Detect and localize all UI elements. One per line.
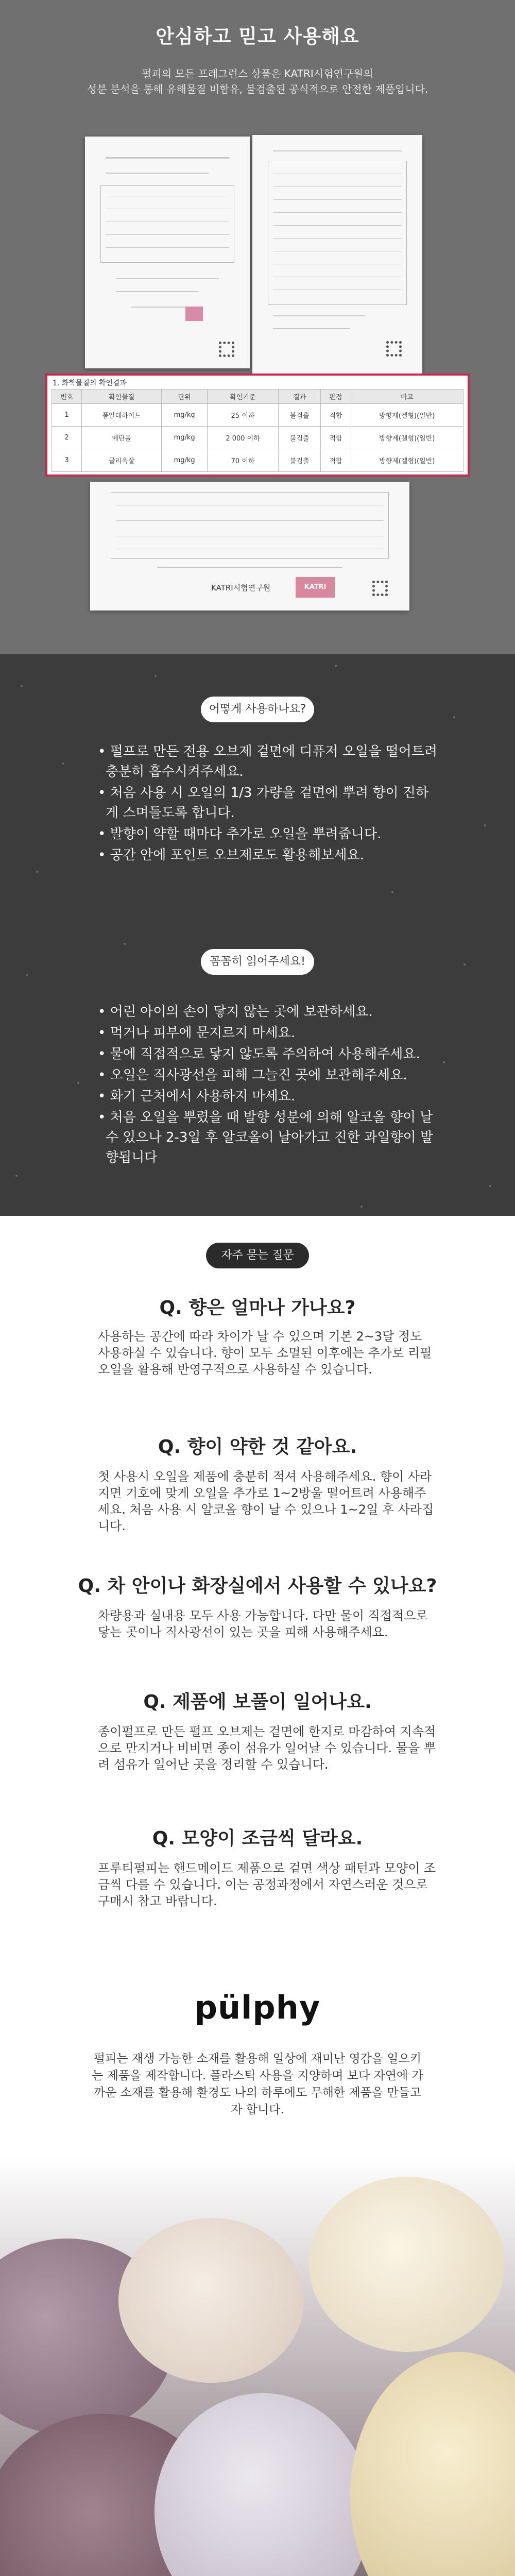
brand-logo: pülphy (194, 1989, 321, 2026)
caution-badge: 꼼꼼히 읽어주세요! (201, 949, 314, 975)
table-row (52, 427, 464, 449)
result-table-title: 1. 화학물질의 확인결과 (53, 379, 127, 387)
list-item: • 먹거나 피부에 문지르지 마세요. (98, 1025, 296, 1041)
katri-stamp-logo: KATRI (296, 577, 335, 598)
faq-answer: 차량용과 실내용 모두 사용 가능합니다. 다만 물이 직접적으로 닿는 곳이나 직사광선이 있는 곳을 피해 사용해주세요. (98, 1608, 428, 1639)
yellow-pulp-object (350, 2352, 515, 2576)
chemical-result-table (45, 374, 470, 477)
faq-question: Q. 차 안이나 화장실에서 사용할 수 있나요? (78, 1575, 437, 1597)
table-cell: 메탄올 (82, 427, 162, 449)
list-item: • 물에 직접적으로 닿지 않도록 주의하여 사용해주세요. (98, 1046, 420, 1062)
table-cell: 2 (52, 427, 82, 449)
faq-badge: 자주 묻는 질문 (206, 1243, 309, 1268)
column-header: 비고 (351, 389, 464, 404)
faq-question: Q. 제품에 보풀이 일어나요. (143, 1691, 372, 1713)
faq-question: Q. 향은 얼마나 가나요? (159, 1297, 356, 1318)
certificate-intro-line2: 성분 분석을 통해 유해물질 비함유, 불검출된 공식적으로 안전한 제품입니다. (87, 83, 428, 95)
column-header: 확인기준 (208, 389, 279, 404)
column-header: 확인물질 (82, 389, 162, 404)
list-item: • 처음 오일을 뿌렸을 때 발향 성분에 의해 알코올 향이 날 수 있으나 2-3일 후 알코올이 날아가고 진한 과일향이 발향됩니다 (98, 1110, 434, 1165)
table-cell: 적합 (321, 449, 351, 472)
qr-code-icon (386, 341, 402, 357)
table-cell: 2 000 이하 (208, 427, 279, 449)
faq-question: Q. 모양이 조금씩 달라요. (152, 1828, 363, 1849)
table-cell: 방향제(겔형)(일반) (351, 449, 464, 472)
table-cell: 적합 (321, 427, 351, 449)
seal-stamp-icon (185, 307, 203, 321)
list-item: • 처음 사용 시 오일의 1/3 가량을 겉면에 뿌려 향이 진하게 스며들도록 합니다. (98, 785, 429, 821)
list-item: • 발향이 약할 때마다 추가로 오일을 뿌려줍니다. (98, 826, 382, 842)
table-cell: mg/kg (162, 427, 208, 449)
faq-answer: 첫 사용시 오일을 제품에 충분히 적셔 사용해주세요. 향이 사라지면 기호에 맞게 오일을 추가로 1~2방울 떨어트려 사용해주세요. 처음 사용 시 알코올 향이 날 수 있으나 1~2일 후 사라집니다. (98, 1469, 434, 1533)
column-header: 결과 (279, 389, 321, 404)
cream-pulp-object (118, 2218, 304, 2383)
lavender-pulp-object (154, 2393, 371, 2576)
table-cell: 1 (52, 404, 82, 427)
table-row (52, 449, 464, 472)
table-cell: 방향제(겔형)(일반) (351, 404, 464, 427)
ivory-pulp-object (309, 2177, 505, 2352)
test-result-document (252, 135, 422, 377)
faq-answer: 사용하는 공간에 따라 차이가 날 수 있으며 기본 2~3달 정도 사용하실 수 있습니다. 향이 모두 소멸된 이후에는 추가로 리필 오일을 활용해 반영구적으로 사용하실 수 있습니다. (98, 1329, 432, 1377)
column-header: 번호 (52, 389, 82, 404)
faq-section (0, 1216, 515, 2156)
table-cell: mg/kg (162, 404, 208, 427)
brand-description: 펄피는 재생 가능한 소재를 활용해 일상에 재미난 영감을 일으키는 제품을 제작합니다. 플라스틱 사용을 지양하며 보다 자연에 가까운 소재를 활용해 환경도 나의 하루에도 무해한 제품을 만들고자 합니다. (92, 2052, 423, 2116)
table-cell: 70 이하 (208, 449, 279, 472)
qr-code-icon (219, 342, 234, 357)
caution-section (0, 927, 515, 1216)
table-cell: 불검출 (279, 449, 321, 472)
qr-code-icon (372, 581, 388, 596)
faq-answer: 종이펄프로 만든 펄프 오브제는 겉면에 한지로 마감하여 지속적으로 만지거나 비비면 종이 섬유가 일어날 수 있습니다. 물을 뿌려 섬유가 일어난 곳을 정리할 수 있습니다. (98, 1724, 436, 1772)
table-cell: 폼알데하이드 (82, 404, 162, 427)
faq-answer: 프루티펄피는 핸드메이드 제품으로 겉면 색상 패턴과 모양이 조금씩 다를 수 있습니다. 이는 공정과정에서 자연스러운 것으로 구매시 참고 바랍니다. (98, 1861, 436, 1908)
list-item: • 화기 근처에서 사용하지 마세요. (98, 1089, 296, 1104)
table-cell: 25 이하 (208, 404, 279, 427)
column-header: 단위 (162, 389, 208, 404)
table-cell: 글리옥살 (82, 449, 162, 472)
test-report-document (85, 137, 250, 368)
usage-badge: 어떻게 사용하나요? (201, 697, 314, 722)
table-cell: 방향제(겔형)(일반) (351, 427, 464, 449)
column-header: 판정 (321, 389, 351, 404)
usage-section (0, 654, 515, 927)
table-row (52, 404, 464, 427)
list-item: • 펄프로 만든 전용 오브제 겉면에 디퓨저 오일을 떨어트려 충분히 흡수시켜주세요. (98, 744, 438, 779)
table-cell: mg/kg (162, 449, 208, 472)
caution-list (98, 1002, 438, 1169)
certificate-intro (0, 66, 515, 97)
list-item: • 어린 아이의 손이 닿지 않는 곳에 보관하세요. (98, 1004, 373, 1020)
certificate-section (0, 0, 515, 654)
table-cell: 불검출 (279, 404, 321, 427)
usage-list (98, 742, 438, 867)
issuer-name: KATRI시험연구원 (211, 583, 271, 592)
certificate-title: 안심하고 믿고 사용해요 (156, 25, 359, 47)
list-item: • 오일은 직사광선을 피해 그늘진 곳에 보관해주세요. (98, 1067, 407, 1083)
table-cell: 3 (52, 449, 82, 472)
certificate-intro-line1: 펄피의 모든 프레그런스 상품은 KATRI시험연구원의 (142, 67, 373, 80)
product-photo (0, 2156, 515, 2576)
list-item: • 공간 안에 포인트 오브제로도 활용해보세요. (98, 848, 365, 863)
faq-question: Q. 향이 약한 것 같아요. (158, 1436, 357, 1458)
table-cell: 불검출 (279, 427, 321, 449)
table-header-row (52, 389, 464, 404)
result-table (52, 389, 464, 472)
table-cell: 적합 (321, 404, 351, 427)
